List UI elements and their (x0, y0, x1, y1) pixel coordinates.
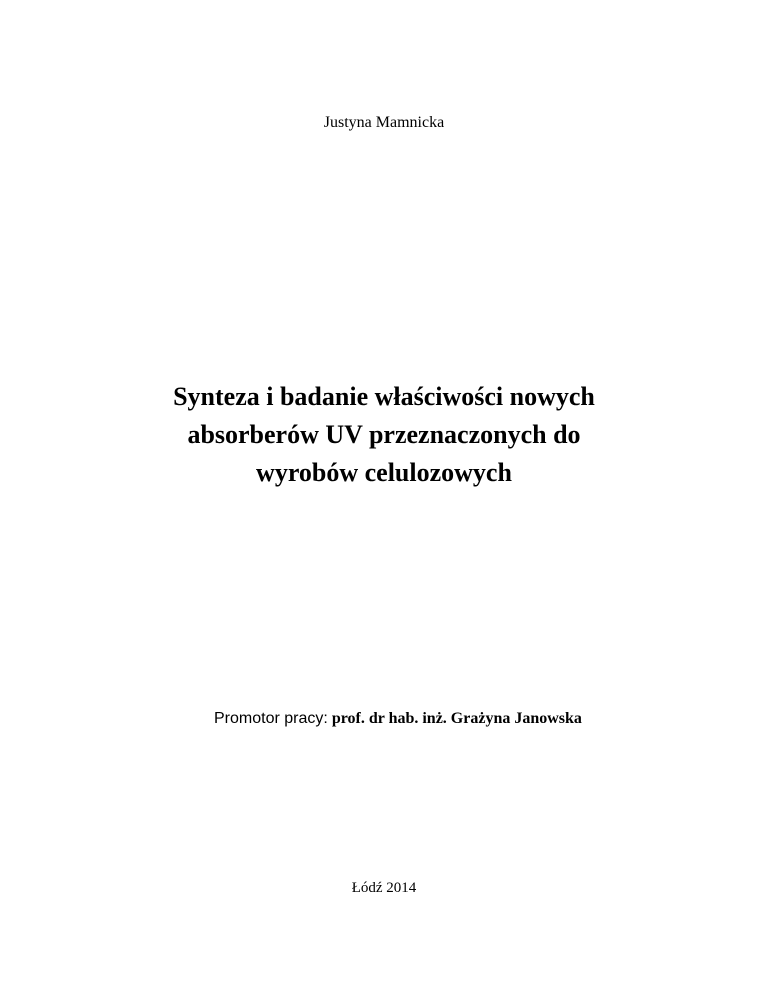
thesis-title-line-1: Synteza i badanie właściwości nowych (173, 382, 595, 411)
supervisor-label: Promotor pracy: (214, 710, 328, 727)
author-name: Justyna Mamnicka (323, 114, 445, 131)
thesis-title-line-3: wyrobów celulozowych (256, 458, 512, 487)
thesis-title (84, 378, 684, 492)
supervisor-line (214, 709, 582, 729)
place-and-date: Łódź 2014 (351, 880, 417, 896)
thesis-title-line-2: absorberów UV przeznaczonych do (187, 420, 581, 449)
supervisor-name: prof. dr hab. inż. Grażyna Janowska (331, 710, 582, 727)
